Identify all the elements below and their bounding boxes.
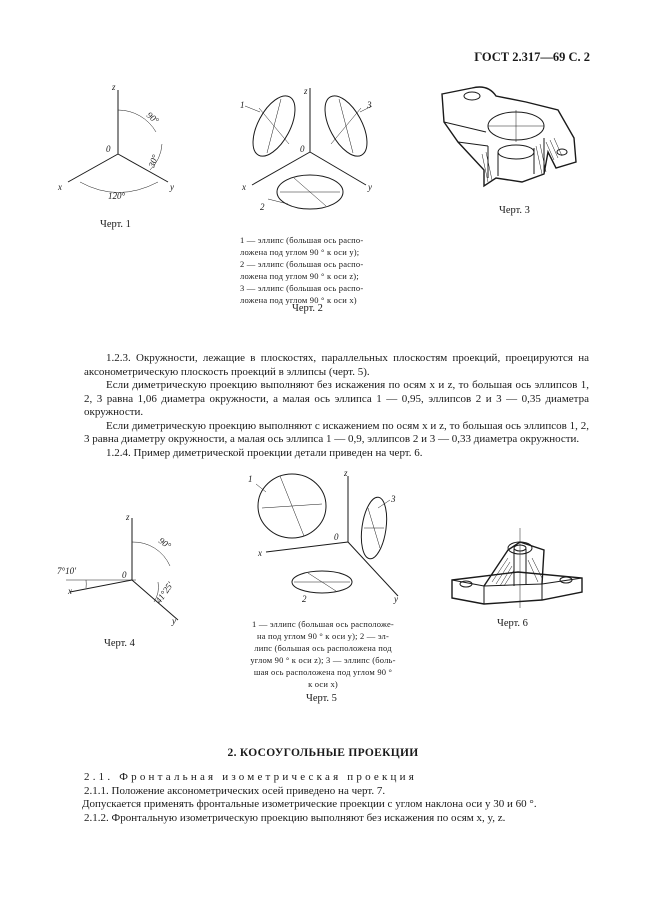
ellipse-label-1: 1 [240, 100, 245, 110]
legend-line: 1 — эллипс (большая ось расположе- [252, 619, 394, 629]
angle-label-90: 90° [144, 109, 161, 126]
figure-3-caption: Черт. 3 [499, 205, 530, 216]
axis-label-x: x [58, 182, 62, 192]
ellipse-label-1: 1 [248, 474, 253, 484]
legend-line: углом 90 ° к оси z); 3 — эллипс (боль- [250, 655, 396, 665]
legend-line: на под углом 90 ° к оси y); 2 — эл- [256, 631, 390, 641]
legend-line: ложена под углом 90 ° к оси z); [240, 271, 359, 281]
axis-label-x: x [258, 548, 262, 558]
figure-5-legend [238, 618, 408, 690]
axis-label-x: x [68, 586, 72, 596]
axis-label-y: y [172, 616, 176, 626]
legend-line: шая ось расположена под углом 90 ° [253, 667, 393, 677]
axis-label-x: x [242, 182, 246, 192]
origin-label: 0 [122, 570, 127, 580]
figure-2-legend [240, 234, 400, 306]
legend-line: 3 — эллипс (большая ось распо- [240, 283, 364, 293]
figure-2-isometric-ellipses [234, 86, 384, 221]
ellipse-label-3: 3 [367, 100, 372, 110]
origin-label: 0 [106, 144, 111, 154]
figure-6-caption: Черт. 6 [497, 618, 528, 629]
origin-label: 0 [300, 144, 305, 154]
axis-label-y: y [394, 594, 398, 604]
angle-label-90: 90° [156, 535, 173, 551]
paragraph-dimetric-no-distortion: Если диметрическую проекцию выполняют без искажения по осям x и z, то большая ось эллипсов 1, 2, 3 равна 1,06 диаметра окружности, а малая ось эллипса 1 — 0,95, эллипсов 2 и 3 — 0,35 диаметра окружности. [84, 379, 589, 418]
figure-5-caption: Черт. 5 [306, 693, 337, 704]
axis-label-z: z [304, 86, 308, 96]
ellipse-label-2: 2 [260, 202, 265, 212]
section-2-1: 2.1. Фронтальная изометрическая проекция [84, 771, 417, 783]
paragraph-1-2-4: 1.2.4. Пример диметрической проекции детали приведен на черт. 6. [106, 446, 423, 459]
legend-line: ложена под углом 90 ° к оси y); [240, 247, 360, 257]
figure-5-dimetric-ellipses [248, 468, 412, 608]
legend-line: 1 — эллипс (большая ось распо- [240, 235, 364, 245]
axis-label-z: z [112, 82, 116, 92]
angle-label-7-10: 7°10' [57, 566, 77, 576]
section-2-text [84, 771, 589, 825]
figure-2-caption: Черт. 2 [292, 303, 323, 314]
section-2-1-1-note: Допускается применять фронтальные изометрические проекции с углом наклона оси y 30 и 60 °. [82, 798, 537, 810]
origin-label: 0 [334, 532, 339, 542]
angle-label-41-25: 41°25' [153, 580, 176, 606]
figure-4-dimetric-axes [56, 510, 196, 628]
axis-label-z: z [344, 468, 348, 478]
section-title: 2. КОСОУГОЛЬНЫЕ ПРОЕКЦИИ [227, 747, 419, 759]
axis-label-y: y [170, 182, 174, 192]
angle-label-30: 30° [146, 153, 161, 169]
figure-1-caption: Черт. 1 [100, 219, 131, 230]
axis-label-y: y [368, 182, 372, 192]
figure-6-dimetric-part [448, 520, 588, 610]
legend-line: липс (большая ось расположена под [254, 643, 392, 653]
ellipse-label-3: 3 [391, 494, 396, 504]
paragraph-dimetric-distortion: Если диметрическую проекцию выполняют с искажением по осям x и z, то большая ось эллипсов 1, 2, 3 равна диаметру окружности, а малая ось эллипса 1 — 0,9, эллипсов 2 и 3 — 0,33 диаметра окружности. [84, 419, 589, 445]
section-2-1-2: 2.1.2. Фронтальную изометрическую проекцию выполняют без искажения по осям x, y, z. [84, 811, 506, 824]
section-2-1-1: 2.1.1. Положение аксонометрических осей приведено на черт. 7. [84, 784, 386, 797]
legend-line: 2 — эллипс (большая ось распо- [240, 259, 364, 269]
axis-label-z: z [126, 512, 130, 522]
page-header: ГОСТ 2.317—69 С. 2 [474, 50, 590, 64]
figure-1-isometric-axes [50, 78, 190, 203]
body-text [84, 352, 589, 460]
legend-line: ложена под углом 90 ° к оси x) [240, 295, 357, 305]
ellipse-label-2: 2 [302, 594, 307, 604]
angle-label-120: 120° [108, 191, 126, 201]
figure-3-isometric-part [436, 82, 596, 202]
legend-line: к оси x) [308, 679, 338, 689]
figure-4-caption: Черт. 4 [104, 638, 135, 649]
paragraph-1-2-3: 1.2.3. Окружности, лежащие в плоскостях, параллельных плоскостям проекций, проецируются на аксонометрическую плоскость проекций в эллипсы (черт. 5). [84, 352, 589, 378]
